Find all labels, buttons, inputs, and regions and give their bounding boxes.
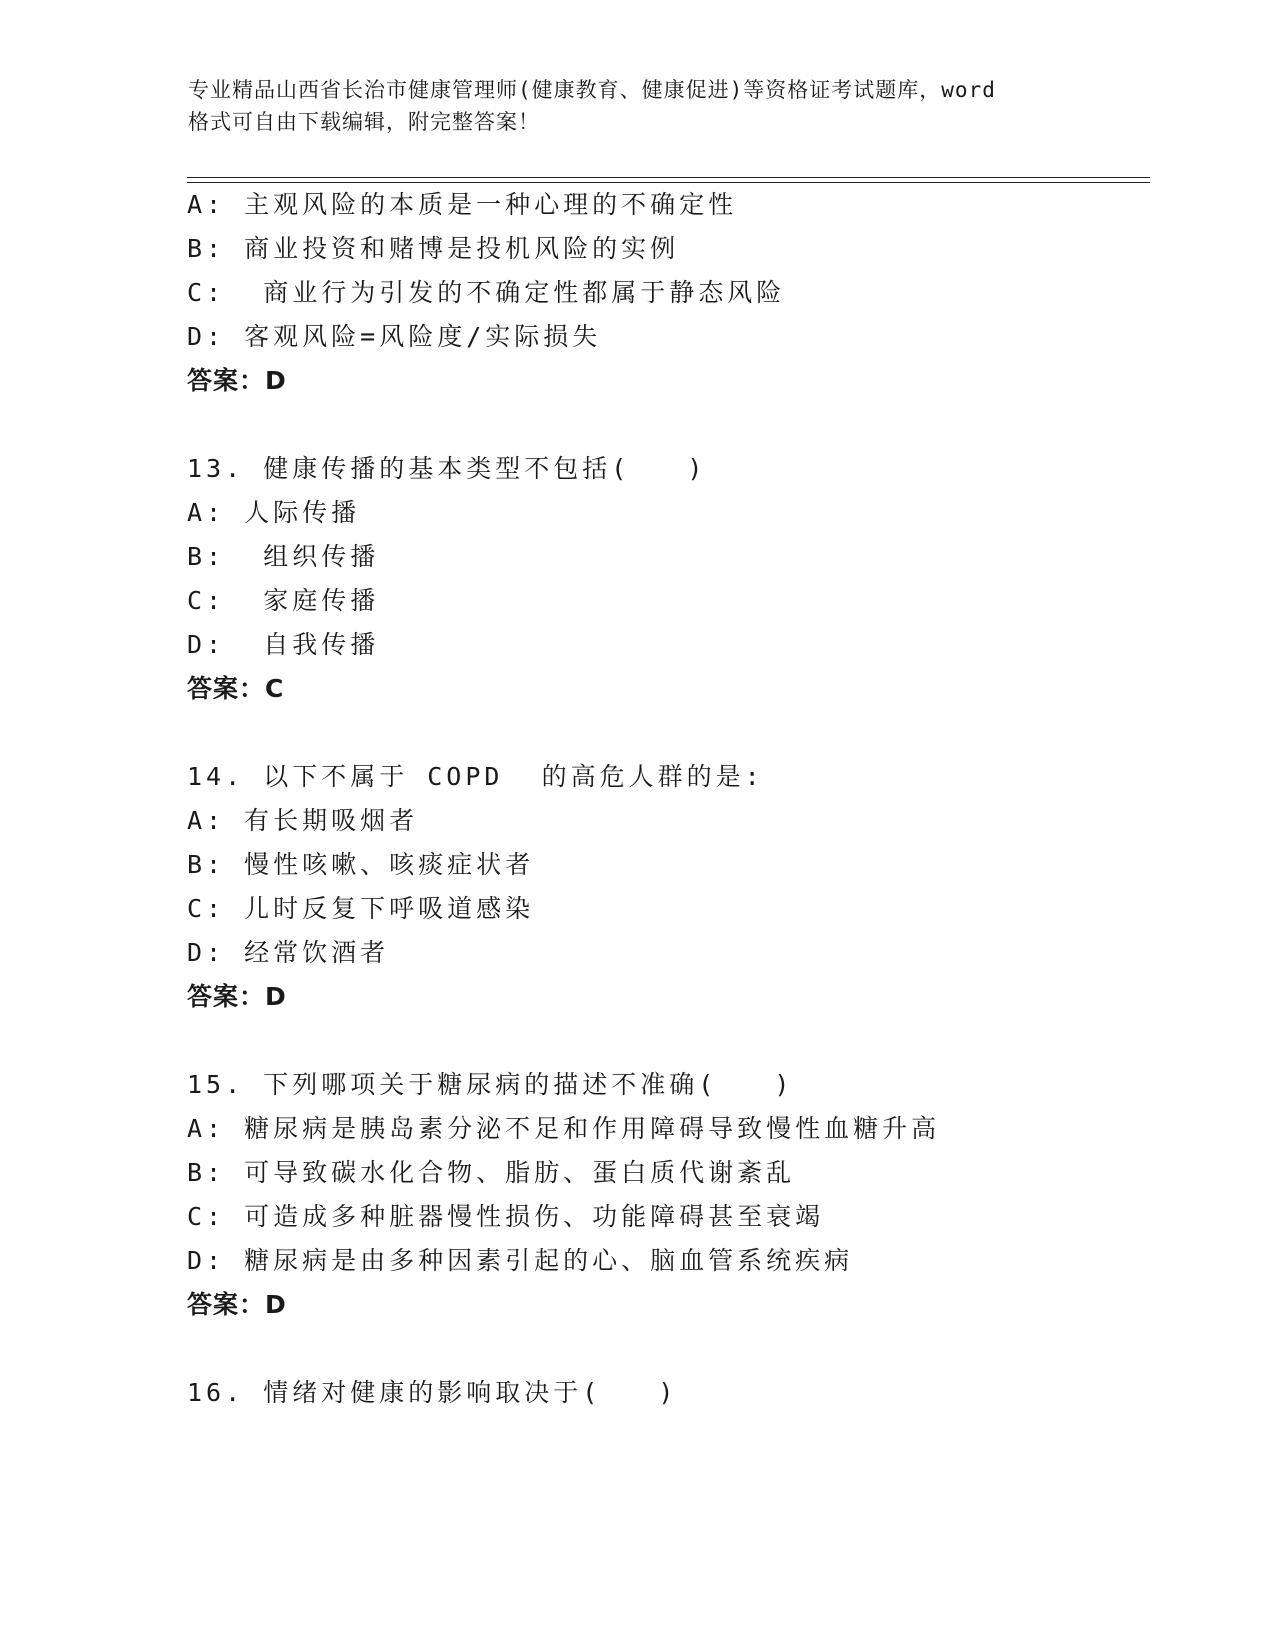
header-line-1: 专业精品山西省长治市健康管理师(健康教育、健康促进)等资格证考试题库，word (188, 78, 996, 102)
q12-answer: 答案：D (187, 366, 287, 395)
q15-answer: 答案：D (187, 1290, 287, 1319)
header-divider-top (187, 177, 1150, 178)
q15-option-c: C: 可造成多种脏器慢性损伤、功能障碍甚至衰竭 (187, 1202, 825, 1231)
q13-answer: 答案：C (187, 674, 285, 703)
q13-question: 13. 健康传播的基本类型不包括( ) (187, 454, 707, 483)
q13-option-a: A: 人际传播 (187, 498, 361, 527)
q15-question: 15. 下列哪项关于糖尿病的描述不准确( ) (187, 1070, 794, 1099)
q13-option-b: B: 组织传播 (187, 542, 380, 571)
q14-option-a: A: 有长期吸烟者 (187, 806, 419, 835)
q14-option-c: C: 儿时反复下呼吸道感染 (187, 894, 535, 923)
header-line-2: 格式可自由下载编辑，附完整答案！ (188, 110, 540, 134)
q13-option-d: D: 自我传播 (187, 630, 380, 659)
header-divider-bottom (187, 182, 1150, 183)
q14-question: 14. 以下不属于 COPD 的高危人群的是: (187, 762, 764, 791)
q14-answer: 答案：D (187, 982, 287, 1011)
document-header (188, 74, 1088, 138)
q15-option-b: B: 可导致碳水化合物、脂肪、蛋白质代谢紊乱 (187, 1158, 796, 1187)
q12-option-d: D: 客观风险=风险度/实际损失 (187, 322, 602, 351)
q14-option-b: B: 慢性咳嗽、咳痰症状者 (187, 850, 535, 879)
q12-option-a: A: 主观风险的本质是一种心理的不确定性 (187, 190, 738, 219)
q15-option-a: A: 糖尿病是胰岛素分泌不足和作用障碍导致慢性血糖升高 (187, 1114, 941, 1143)
q13-option-c: C: 家庭传播 (187, 586, 380, 615)
q16-question: 16. 情绪对健康的影响取决于( ) (187, 1378, 678, 1407)
q14-option-d: D: 经常饮酒者 (187, 938, 390, 967)
q15-option-d: D: 糖尿病是由多种因素引起的心、脑血管系统疾病 (187, 1246, 854, 1275)
q12-option-b: B: 商业投资和赌博是投机风险的实例 (187, 234, 680, 263)
q12-option-c: C: 商业行为引发的不确定性都属于静态风险 (187, 278, 786, 307)
